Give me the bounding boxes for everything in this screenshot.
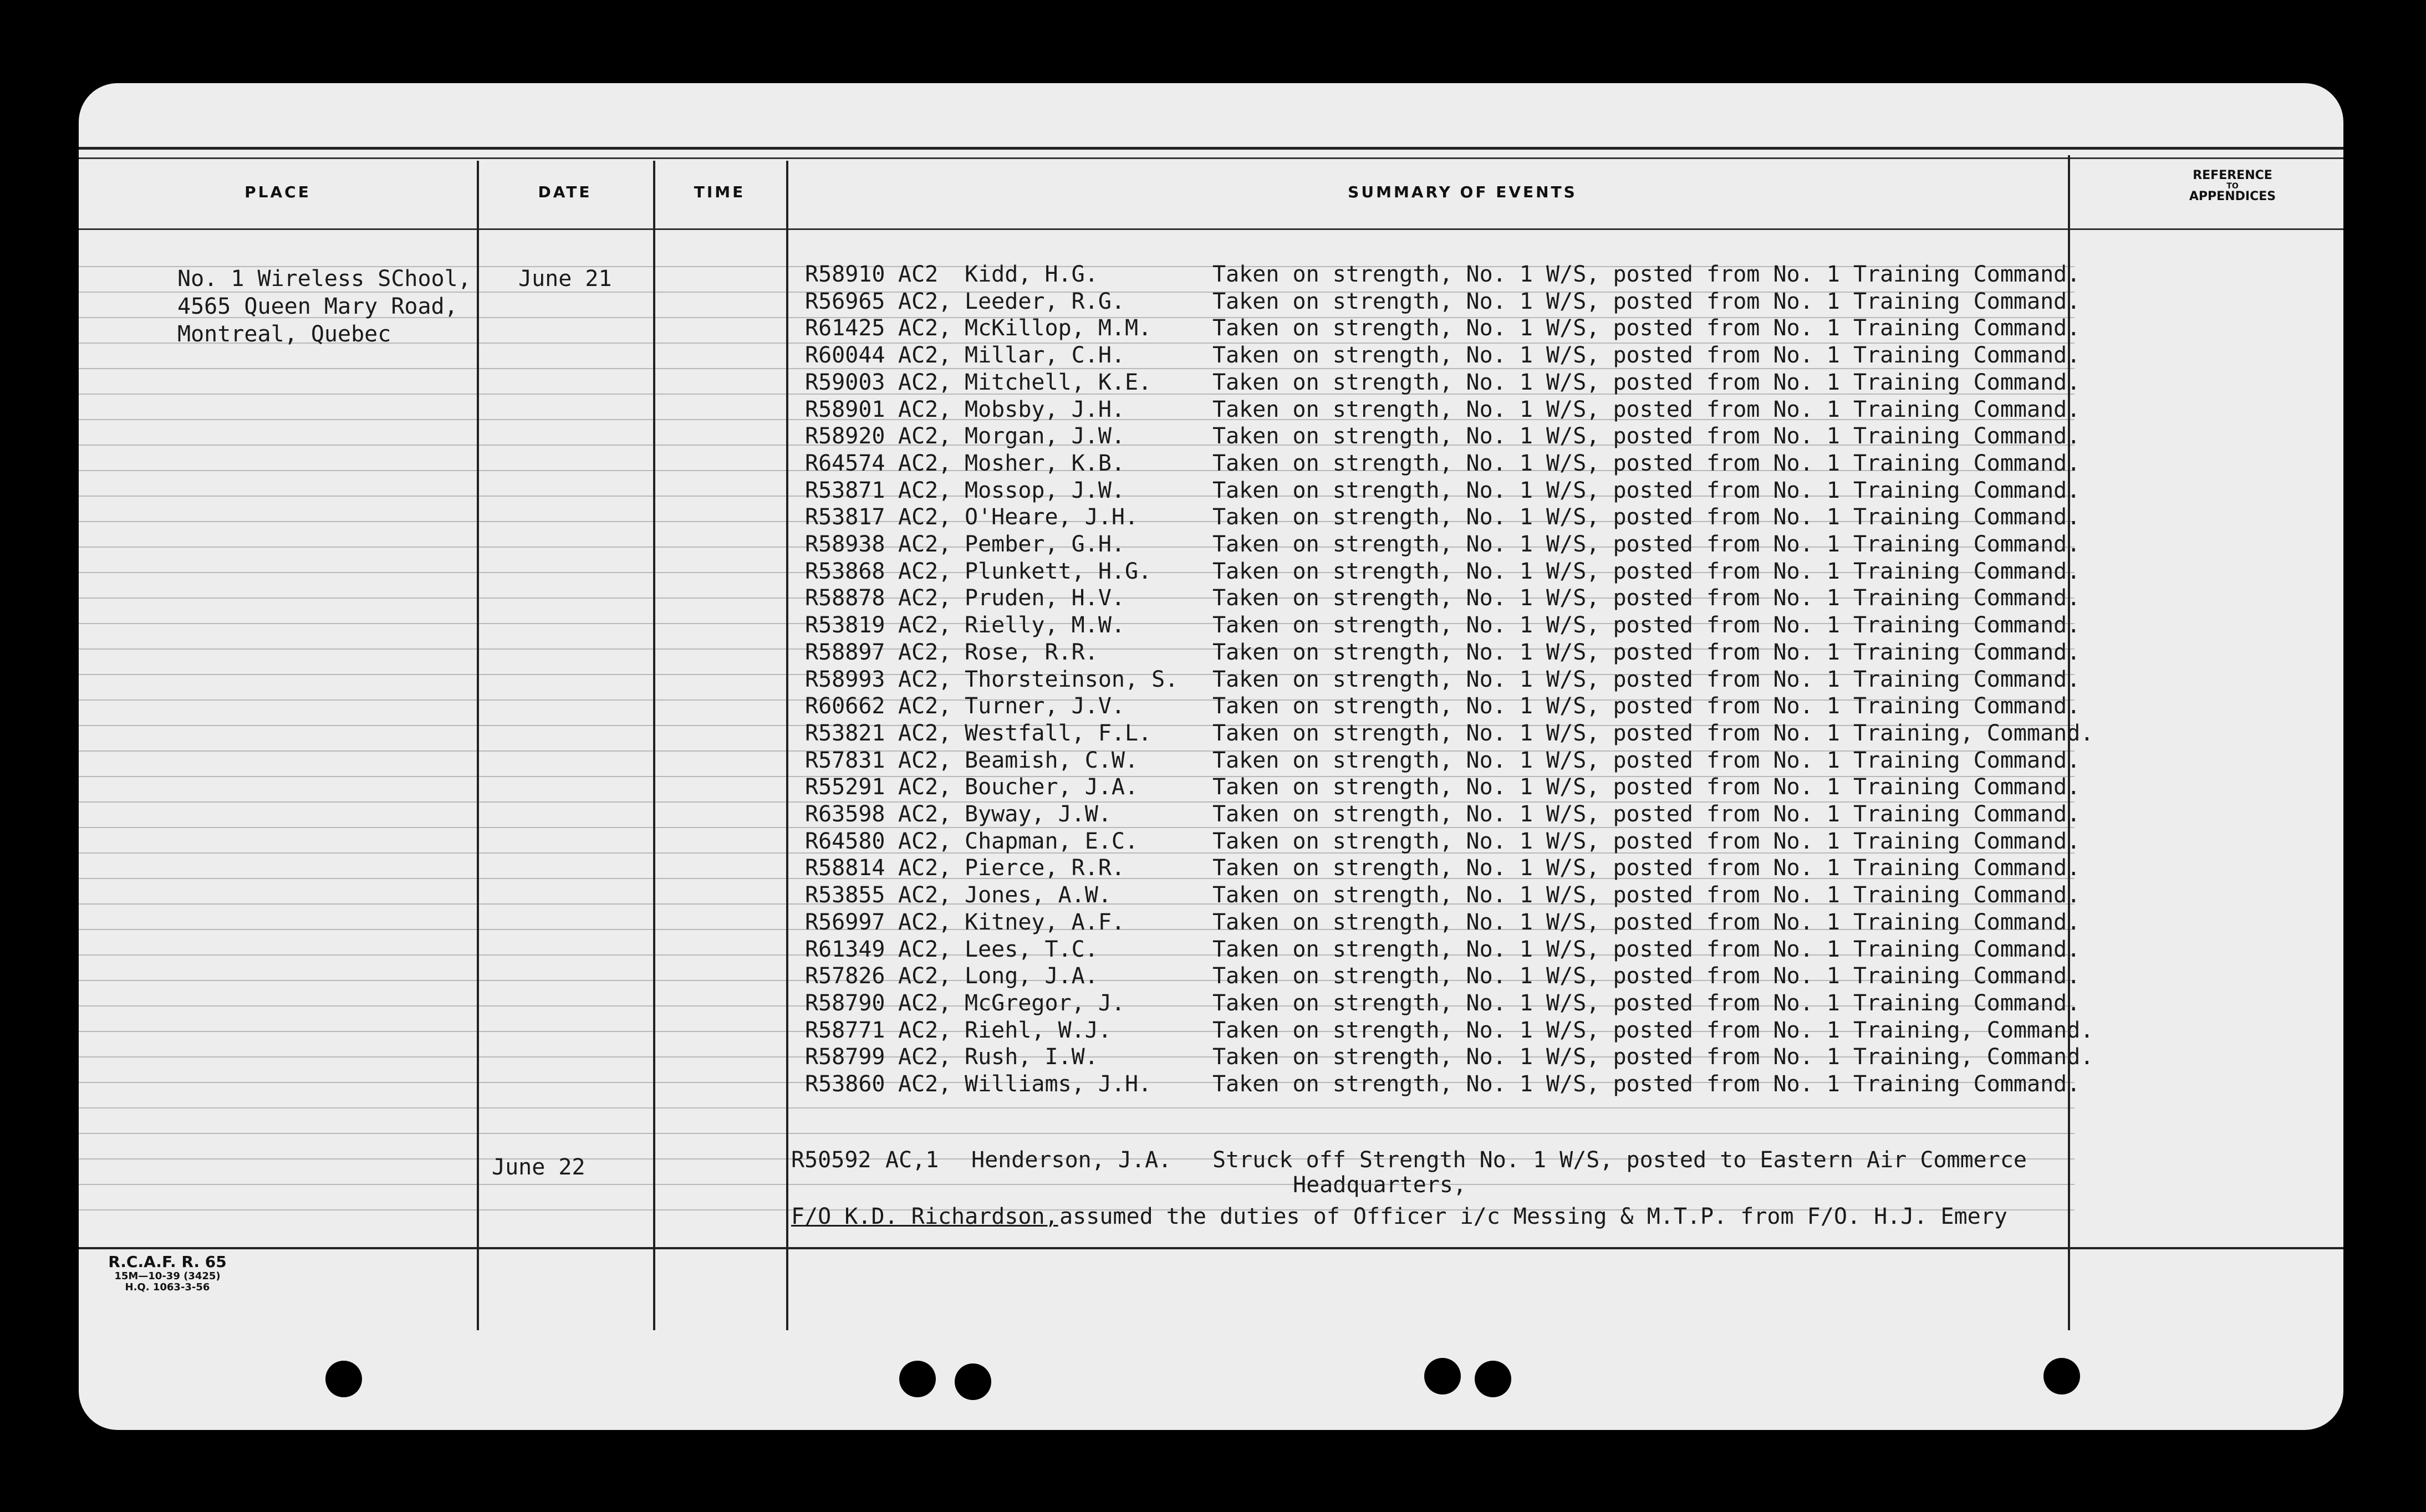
binder-hole: [2043, 1358, 2080, 1394]
ruled-line: [79, 1107, 2075, 1109]
entry-rank: AC2,: [898, 963, 952, 989]
entry-event: Taken on strength, No. 1 W/S, posted from No. 1 Training Command.: [1212, 693, 2081, 719]
entry-rank: AC2,: [898, 478, 952, 503]
entry-name: Plunkett, H.G.: [965, 559, 1152, 584]
ruled-line: [79, 1184, 2075, 1185]
entry-name: Rush, I.W.: [965, 1044, 1098, 1070]
entry-rank: AC2,: [898, 829, 952, 854]
entry-number: R53819: [805, 612, 885, 638]
place-line-3: Montreal, Quebec: [177, 321, 391, 347]
entry-rank: AC2,: [898, 397, 952, 422]
entry-event: Taken on strength, No. 1 W/S, posted from No. 1 Training Command.: [1212, 397, 2081, 422]
entry-name: McGregor, J.: [965, 990, 1125, 1016]
entry-rank: AC2,: [898, 1018, 952, 1043]
officer-duties: assumed the duties of Officer i/c Messing & M.T.P. from F/O. H.J. Emery: [1046, 1204, 2007, 1229]
june22-entry-event-line2: Headquarters,: [1293, 1172, 1467, 1198]
binder-hole: [899, 1361, 936, 1397]
entry-rank: AC2,: [898, 451, 952, 476]
form-hq-code: H.Q. 1063-3-56: [125, 1281, 210, 1293]
entry-number: R58878: [805, 585, 885, 611]
entry-rank: AC2,: [898, 748, 952, 773]
entry-rank: AC2,: [898, 343, 952, 368]
entry-event: Taken on strength, No. 1 W/S, posted from No. 1 Training Command.: [1212, 370, 2081, 395]
entry-event: Taken on strength, No. 1 W/S, posted from No. 1 Training Command.: [1212, 612, 2081, 638]
entry-event: Taken on strength, No. 1 W/S, posted from No. 1 Training Command.: [1212, 315, 2081, 341]
entry-rank: AC2,: [898, 289, 952, 314]
ruled-line: [79, 827, 2075, 828]
entry-rank: AC2,: [898, 315, 952, 341]
entry-event: Taken on strength, No. 1 W/S, posted from No. 1 Training Command.: [1212, 343, 2081, 368]
header-time: TIME: [694, 183, 746, 201]
entry-number: R58771: [805, 1018, 885, 1043]
entry-number: R61349: [805, 937, 885, 962]
binder-hole: [325, 1361, 362, 1397]
entry-number: R64580: [805, 829, 885, 854]
entry-name: Boucher, J.A.: [965, 774, 1139, 800]
entry-event: Taken on strength, No. 1 W/S, posted from No. 1 Training Command.: [1212, 423, 2081, 449]
war-diary-form: [79, 83, 2343, 1430]
entry-rank: AC2,: [898, 667, 952, 692]
header-summary: SUMMARY OF EVENTS: [1348, 183, 1577, 201]
entry-name: Riehl, W.J.: [965, 1018, 1112, 1043]
entry-name: Mitchell, K.E.: [965, 370, 1152, 395]
entry-name: Pierce, R.R.: [965, 855, 1125, 881]
entry-event: Taken on strength, No. 1 W/S, posted from No. 1 Training Command.: [1212, 478, 2081, 503]
header-reference: [2138, 169, 2327, 203]
divider-date-time: [653, 161, 655, 1330]
entry-rank: AC2,: [898, 693, 952, 719]
entry-name: Mossop, J.W.: [965, 478, 1125, 503]
entry-number: R56997: [805, 910, 885, 935]
entry-name: Thorsteinson, S.: [965, 667, 1179, 692]
entry-event: Taken on strength, No. 1 W/S, posted from No. 1 Training, Command.: [1212, 721, 2094, 746]
entry-event: Taken on strength, No. 1 W/S, posted from No. 1 Training Command.: [1212, 774, 2081, 800]
entry-event: Taken on strength, No. 1 W/S, posted from No. 1 Training Command.: [1212, 289, 2081, 314]
entry-number: R58993: [805, 667, 885, 692]
entry-name: Lees, T.C.: [965, 937, 1098, 962]
place-line-2: 4565 Queen Mary Road,: [177, 294, 458, 319]
entry-number: R57831: [805, 748, 885, 773]
entry-name: Long, J.A.: [965, 963, 1098, 989]
header-reference-line3: APPENDICES: [2189, 190, 2276, 203]
entry-name: Morgan, J.W.: [965, 423, 1125, 449]
officer-name: F/O K.D. Richardson,: [791, 1204, 1058, 1229]
entry-event: Taken on strength, No. 1 W/S, posted from No. 1 Training Command.: [1212, 963, 2081, 989]
entry-name: Kidd, H.G.: [965, 262, 1098, 287]
entry-event: Taken on strength, No. 1 W/S, posted from No. 1 Training Command.: [1212, 1071, 2081, 1097]
june22-entry-number: R50592: [791, 1147, 871, 1173]
entry-event: Taken on strength, No. 1 W/S, posted from No. 1 Training Command.: [1212, 640, 2081, 665]
ruled-line: [79, 368, 2075, 369]
entry-number: R53868: [805, 559, 885, 584]
entry-number: R53817: [805, 504, 885, 530]
entry-event: Taken on strength, No. 1 W/S, posted from No. 1 Training Command.: [1212, 559, 2081, 584]
entry-rank: AC2,: [898, 937, 952, 962]
date-june-22: June 22: [492, 1155, 585, 1180]
june22-entry-rank: AC,1: [885, 1147, 939, 1173]
entry-rank: AC2,: [898, 640, 952, 665]
entry-number: R58790: [805, 990, 885, 1016]
entry-name: Kitney, A.F.: [965, 910, 1125, 935]
entry-rank: AC2,: [898, 1071, 952, 1097]
form-print-code: 15M—10-39 (3425): [114, 1270, 221, 1282]
entry-event: Taken on strength, No. 1 W/S, posted from No. 1 Training, Command.: [1212, 1044, 2094, 1070]
header-place: PLACE: [244, 183, 311, 201]
entry-number: R58910: [805, 262, 885, 287]
entry-number: R53871: [805, 478, 885, 503]
entry-name: Turner, J.V.: [965, 693, 1125, 719]
entry-rank: AC2,: [898, 532, 952, 557]
entry-event: Taken on strength, No. 1 W/S, posted from No. 1 Training Command.: [1212, 910, 2081, 935]
divider-place-date: [477, 161, 479, 1330]
entry-event: Taken on strength, No. 1 W/S, posted from No. 1 Training Command.: [1212, 937, 2081, 962]
entry-event: Taken on strength, No. 1 W/S, posted from No. 1 Training, Command.: [1212, 1018, 2094, 1043]
entry-number: R60044: [805, 343, 885, 368]
entry-event: Taken on strength, No. 1 W/S, posted from No. 1 Training Command.: [1212, 667, 2081, 692]
binder-hole: [1475, 1361, 1511, 1397]
entry-number: R57826: [805, 963, 885, 989]
entry-number: R64574: [805, 451, 885, 476]
entry-name: Rielly, M.W.: [965, 612, 1125, 638]
form-code: [101, 1253, 234, 1293]
table-bottom-rule: [79, 1247, 2343, 1249]
entry-rank: AC2: [898, 262, 939, 287]
entry-name: Leeder, R.G.: [965, 289, 1125, 314]
entry-name: Mobsby, J.H.: [965, 397, 1125, 422]
entry-rank: AC2,: [898, 990, 952, 1016]
entry-number: R63598: [805, 801, 885, 827]
header-date: DATE: [538, 183, 592, 201]
entry-number: R55291: [805, 774, 885, 800]
entry-event: Taken on strength, No. 1 W/S, posted from No. 1 Training Command.: [1212, 748, 2081, 773]
entry-name: Chapman, E.C.: [965, 829, 1139, 854]
entry-name: Pember, G.H.: [965, 532, 1125, 557]
entry-number: R59003: [805, 370, 885, 395]
entry-number: R58920: [805, 423, 885, 449]
entry-rank: AC2,: [898, 585, 952, 611]
entry-rank: AC2,: [898, 721, 952, 746]
entry-rank: AC2,: [898, 504, 952, 530]
entry-number: R53855: [805, 882, 885, 908]
entry-number: R58938: [805, 532, 885, 557]
entry-name: Williams, J.H.: [965, 1071, 1152, 1097]
entry-rank: AC2,: [898, 855, 952, 881]
entry-rank: AC2,: [898, 423, 952, 449]
entry-name: O'Heare, J.H.: [965, 504, 1139, 530]
entry-rank: AC2,: [898, 370, 952, 395]
entry-number: R60662: [805, 693, 885, 719]
entry-rank: AC2,: [898, 1044, 952, 1070]
entry-name: McKillop, M.M.: [965, 315, 1152, 341]
entry-name: Millar, C.H.: [965, 343, 1125, 368]
form-number: R.C.A.F. R. 65: [108, 1253, 227, 1271]
header-reference-line1: REFERENCE: [2193, 168, 2272, 182]
entry-number: R58901: [805, 397, 885, 422]
ruled-line: [79, 1133, 2075, 1134]
form-top-rule: [79, 147, 2343, 159]
entry-rank: AC2,: [898, 801, 952, 827]
entry-rank: AC2,: [898, 559, 952, 584]
header-reference-line2: TO: [2226, 182, 2239, 191]
entry-event: Taken on strength, No. 1 W/S, posted from No. 1 Training Command.: [1212, 262, 2081, 287]
entry-name: Byway, J.W.: [965, 801, 1112, 827]
binder-hole: [1424, 1358, 1461, 1394]
entry-event: Taken on strength, No. 1 W/S, posted from No. 1 Training Command.: [1212, 829, 2081, 854]
entry-number: R58799: [805, 1044, 885, 1070]
entry-name: Jones, A.W.: [965, 882, 1112, 908]
entry-event: Taken on strength, No. 1 W/S, posted from No. 1 Training Command.: [1212, 585, 2081, 611]
entry-number: R58814: [805, 855, 885, 881]
entry-rank: AC2,: [898, 910, 952, 935]
entry-name: Rose, R.R.: [965, 640, 1098, 665]
entry-name: Mosher, K.B.: [965, 451, 1125, 476]
entry-event: Taken on strength, No. 1 W/S, posted from No. 1 Training Command.: [1212, 990, 2081, 1016]
entry-rank: AC2,: [898, 882, 952, 908]
entry-number: R53821: [805, 721, 885, 746]
header-bottom-rule: [79, 228, 2343, 230]
divider-time-summary: [786, 161, 788, 1330]
entry-number: R53860: [805, 1071, 885, 1097]
entry-name: Pruden, H.V.: [965, 585, 1125, 611]
entry-event: Taken on strength, No. 1 W/S, posted from No. 1 Training Command.: [1212, 882, 2081, 908]
entry-rank: AC2,: [898, 774, 952, 800]
place-line-1: No. 1 Wireless SChool,: [177, 266, 471, 292]
binder-hole: [955, 1363, 991, 1400]
entry-event: Taken on strength, No. 1 W/S, posted from No. 1 Training Command.: [1212, 855, 2081, 881]
entry-number: R58897: [805, 640, 885, 665]
entry-name: Beamish, C.W.: [965, 748, 1139, 773]
entry-event: Taken on strength, No. 1 W/S, posted from No. 1 Training Command.: [1212, 504, 2081, 530]
entry-event: Taken on strength, No. 1 W/S, posted from No. 1 Training Command.: [1212, 532, 2081, 557]
entry-number: R61425: [805, 315, 885, 341]
entry-event: Taken on strength, No. 1 W/S, posted from No. 1 Training Command.: [1212, 801, 2081, 827]
june22-entry-event-line1: Struck off Strength No. 1 W/S, posted to Eastern Air Commerce: [1212, 1147, 2027, 1173]
entry-event: Taken on strength, No. 1 W/S, posted from No. 1 Training Command.: [1212, 451, 2081, 476]
entry-rank: AC2,: [898, 612, 952, 638]
date-june-21: June 21: [518, 266, 612, 292]
june22-entry-name: Henderson, J.A.: [971, 1147, 1172, 1173]
entry-name: Westfall, F.L.: [965, 721, 1152, 746]
entry-number: R56965: [805, 289, 885, 314]
